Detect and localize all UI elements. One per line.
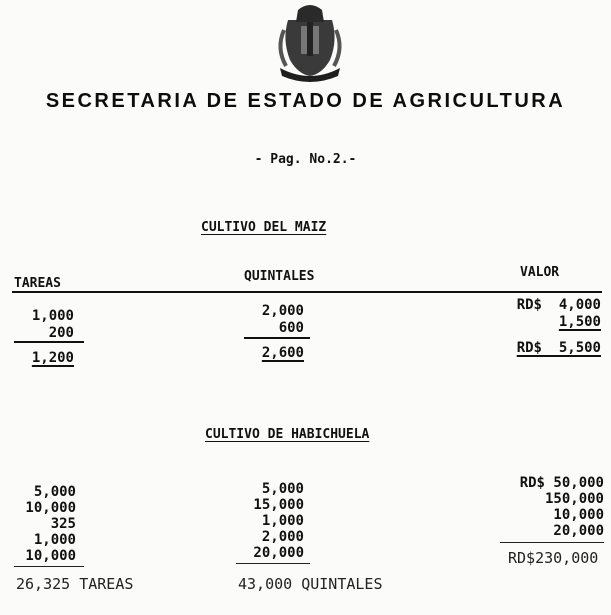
- list-item: 10,000: [25, 548, 76, 564]
- list-item: 600: [278, 320, 304, 336]
- total-rule: [236, 563, 310, 564]
- list-item: 5,000: [33, 484, 76, 500]
- list-item: 2,000: [261, 529, 304, 545]
- list-item: 10,000: [553, 507, 604, 523]
- list-item: 20,000: [253, 545, 304, 561]
- list-item: 15,000: [253, 497, 304, 513]
- header-rule: [12, 291, 602, 293]
- habichuela-total-quintales: 43,000 QUINTALES: [238, 575, 383, 593]
- habichuela-tareas-list: [6, 484, 76, 564]
- maiz-total-quintales: 2,600: [261, 345, 304, 361]
- habichuela-quintales-list: [234, 481, 304, 561]
- list-item: 1,500: [558, 314, 601, 330]
- section-title-habichuela: CULTIVO DE HABICHUELA: [205, 427, 370, 442]
- page-number: - Pag. No.2.-: [254, 152, 357, 167]
- list-item: RD$ 4,000: [516, 297, 601, 313]
- total-rule: [500, 542, 604, 543]
- habichuela-valor-list: [496, 475, 604, 539]
- ministry-title: SECRETARIA DE ESTADO DE AGRICULTURA: [45, 90, 566, 112]
- maiz-tareas-list: [14, 308, 74, 342]
- maiz-total-tareas: 1,200: [31, 350, 74, 366]
- list-item: 5,000: [261, 481, 304, 497]
- subtotal-rule: [14, 341, 84, 343]
- maiz-total-valor: RD$ 5,500: [516, 340, 601, 356]
- maiz-quintales-list: [250, 303, 304, 337]
- list-item: 150,000: [544, 491, 604, 507]
- list-item: 10,000: [25, 500, 76, 516]
- list-item: RD$ 50,000: [519, 475, 604, 491]
- list-item: 1,000: [31, 308, 74, 324]
- list-item: 2,000: [261, 303, 304, 319]
- list-item: 325: [50, 516, 76, 532]
- subtotal-rule: [244, 337, 310, 339]
- maiz-valor-list: [496, 297, 601, 331]
- column-header-quintales: QUINTALES: [244, 269, 315, 284]
- list-item: 20,000: [553, 523, 604, 539]
- column-header-valor: VALOR: [520, 265, 560, 280]
- habichuela-total-tareas: 26,325 TAREAS: [16, 575, 134, 593]
- list-item: 200: [48, 325, 74, 341]
- list-item: 1,000: [33, 532, 76, 548]
- list-item: 1,000: [261, 513, 304, 529]
- column-header-tareas: TAREAS: [14, 276, 61, 291]
- total-rule: [14, 566, 84, 567]
- coat-of-arms-seal-icon: [268, 0, 352, 84]
- habichuela-total-valor: RD$230,000: [508, 549, 599, 567]
- section-title-maiz: CULTIVO DEL MAIZ: [201, 220, 327, 235]
